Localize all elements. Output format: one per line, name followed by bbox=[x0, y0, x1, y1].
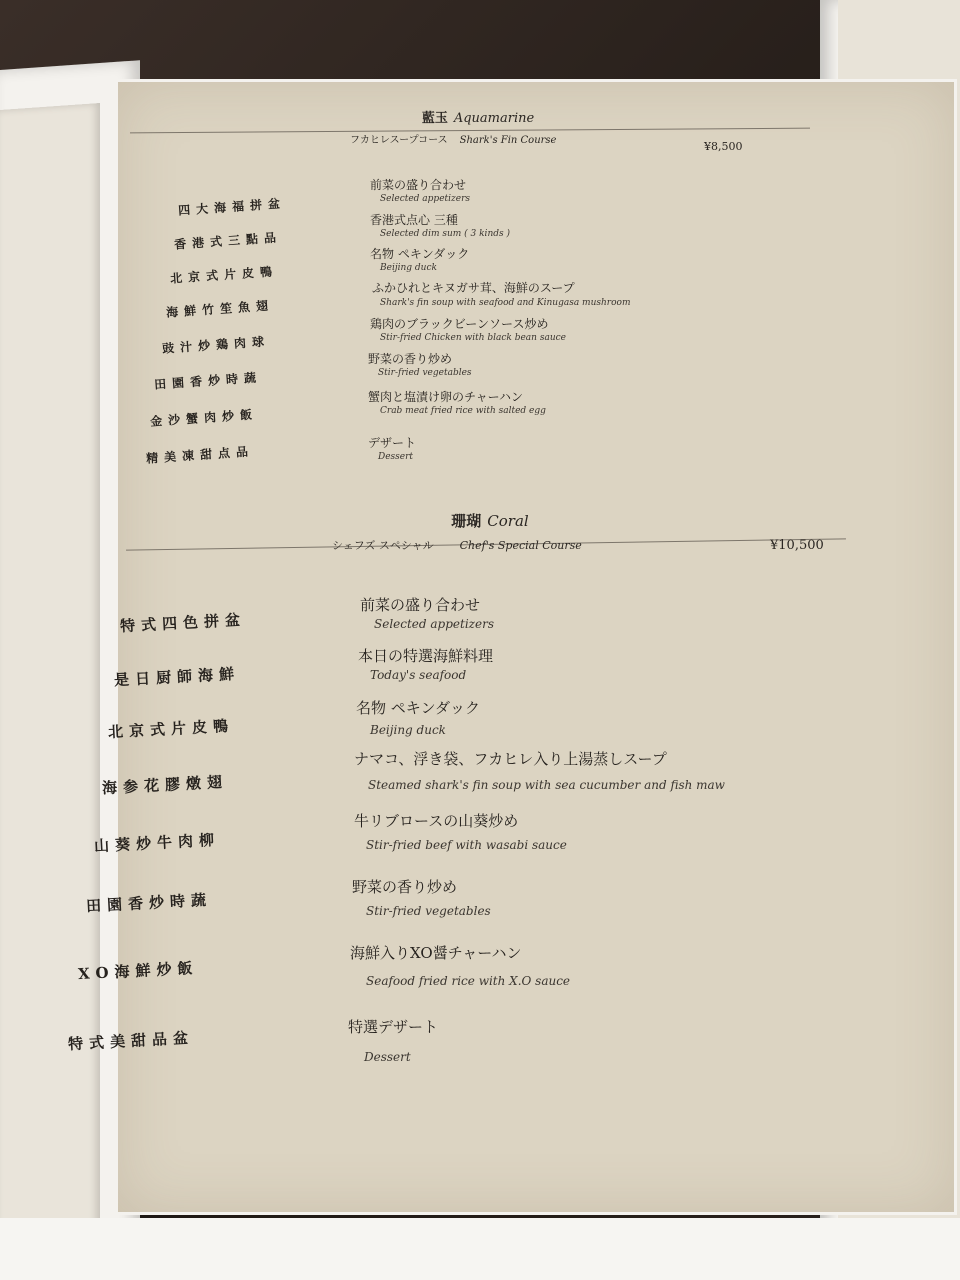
item-name-cn: 田園香炒時蔬 bbox=[153, 370, 263, 392]
item-name-en: Selected appetizers bbox=[374, 617, 494, 631]
item-name-jp: 蟹肉と塩漬け卵のチャーハン bbox=[368, 390, 524, 404]
item-name-jp: 野菜の香り炒め bbox=[352, 878, 458, 896]
item-name-jp: デザート bbox=[368, 436, 417, 450]
item-name-jp: 前菜の盛り合わせ bbox=[370, 178, 467, 192]
item-name-jp: 海鮮入りXO醤チャーハン bbox=[350, 944, 522, 962]
item-name-en: Stir-fried vegetables bbox=[366, 904, 491, 918]
item-name-en: Dessert bbox=[364, 1050, 411, 1064]
item-name-jp: 野菜の香り炒め bbox=[368, 352, 453, 366]
item-name-jp: 香港式点心 三種 bbox=[370, 213, 458, 227]
item-name-cn: 田園香炒時蔬 bbox=[85, 890, 213, 916]
item-name-jp: 本日の特選海鮮料理 bbox=[358, 647, 494, 665]
item-name-en: Dessert bbox=[378, 452, 414, 462]
aquamarine-title bbox=[398, 107, 558, 126]
aquamarine-title-en: Aquamarine bbox=[453, 111, 535, 126]
item-name-en: Crab meat fried rice with salted egg bbox=[380, 406, 546, 416]
item-name-jp: ナマコ、浮き袋、フカヒレ入り上湯蒸しスープ bbox=[354, 750, 667, 768]
item-name-cn: 豉汁炒鶏肉球 bbox=[161, 334, 271, 356]
menu-page bbox=[67, 82, 954, 1212]
item-name-cn: 北京式片皮鴨 bbox=[107, 716, 235, 742]
coral-price: ¥10,500 bbox=[770, 538, 824, 553]
item-name-cn: 金沙蟹肉炒飯 bbox=[149, 407, 259, 429]
item-name-jp: 牛リブロースの山葵炒め bbox=[354, 812, 519, 830]
item-name-en: Seafood fried rice with X.O sauce bbox=[366, 974, 571, 988]
item-name-en: Shark's fin soup with seafood and Kinugasa mushroom bbox=[380, 298, 631, 308]
item-name-cn: XO海鮮炒飯 bbox=[77, 958, 199, 984]
item-name-jp: ふかひれとキヌガサ茸、海鮮のスープ bbox=[372, 281, 575, 295]
item-name-en: Stir-fried beef with wasabi sauce bbox=[366, 838, 567, 852]
coral-title-en: Coral bbox=[487, 512, 529, 530]
item-name-cn: 海参花膠燉翅 bbox=[101, 772, 229, 798]
item-name-en: Today's seafood bbox=[370, 668, 467, 682]
item-name-cn: 是日厨師海鮮 bbox=[113, 664, 241, 690]
item-name-cn: 香港式三點品 bbox=[173, 230, 283, 252]
item-name-cn: 海鮮竹笙魚翅 bbox=[165, 298, 275, 320]
coral-title-jp: 珊瑚 bbox=[451, 512, 482, 530]
item-name-jp: 名物 ペキンダック bbox=[370, 247, 470, 261]
aquamarine-title-jp: 藍玉 bbox=[421, 111, 448, 126]
item-name-en: Beijing duck bbox=[380, 263, 437, 273]
item-name-cn: 四大海福拼盆 bbox=[177, 196, 287, 218]
item-name-jp: 前菜の盛り合わせ bbox=[360, 596, 481, 614]
item-name-cn: 特式四色拼盆 bbox=[119, 610, 247, 636]
item-name-en: Selected appetizers bbox=[380, 194, 470, 204]
item-name-jp: 鶏肉のブラックビーンソース炒め bbox=[370, 317, 549, 331]
item-name-cn: 北京式片皮鴨 bbox=[169, 264, 279, 286]
coral-subtitle: シェフズ スペシャル Chef's Special Course bbox=[332, 539, 582, 552]
item-name-jp: 名物 ペキンダック bbox=[356, 699, 481, 717]
item-name-jp: 特選デザート bbox=[348, 1018, 439, 1036]
item-name-cn: 精美凍甜点品 bbox=[145, 444, 255, 466]
aquamarine-subtitle: フカヒレスープコース Shark's Fin Course bbox=[350, 135, 557, 146]
item-name-en: Steamed shark's fin soup with sea cucumber and fish maw bbox=[368, 778, 725, 792]
item-name-en: Beijing duck bbox=[370, 723, 446, 737]
item-name-en: Stir-fried Chicken with black bean sauce bbox=[380, 333, 566, 343]
item-name-cn: 特式美甜品盆 bbox=[67, 1028, 195, 1054]
item-name-cn: 山葵炒牛肉柳 bbox=[93, 830, 221, 856]
item-name-en: Selected dim sum ( 3 kinds ) bbox=[380, 229, 510, 239]
menu-bottom-edge bbox=[0, 1218, 960, 1280]
item-name-en: Stir-fried vegetables bbox=[378, 368, 472, 378]
aquamarine-price: ¥8,500 bbox=[704, 140, 743, 153]
coral-title bbox=[410, 510, 570, 531]
